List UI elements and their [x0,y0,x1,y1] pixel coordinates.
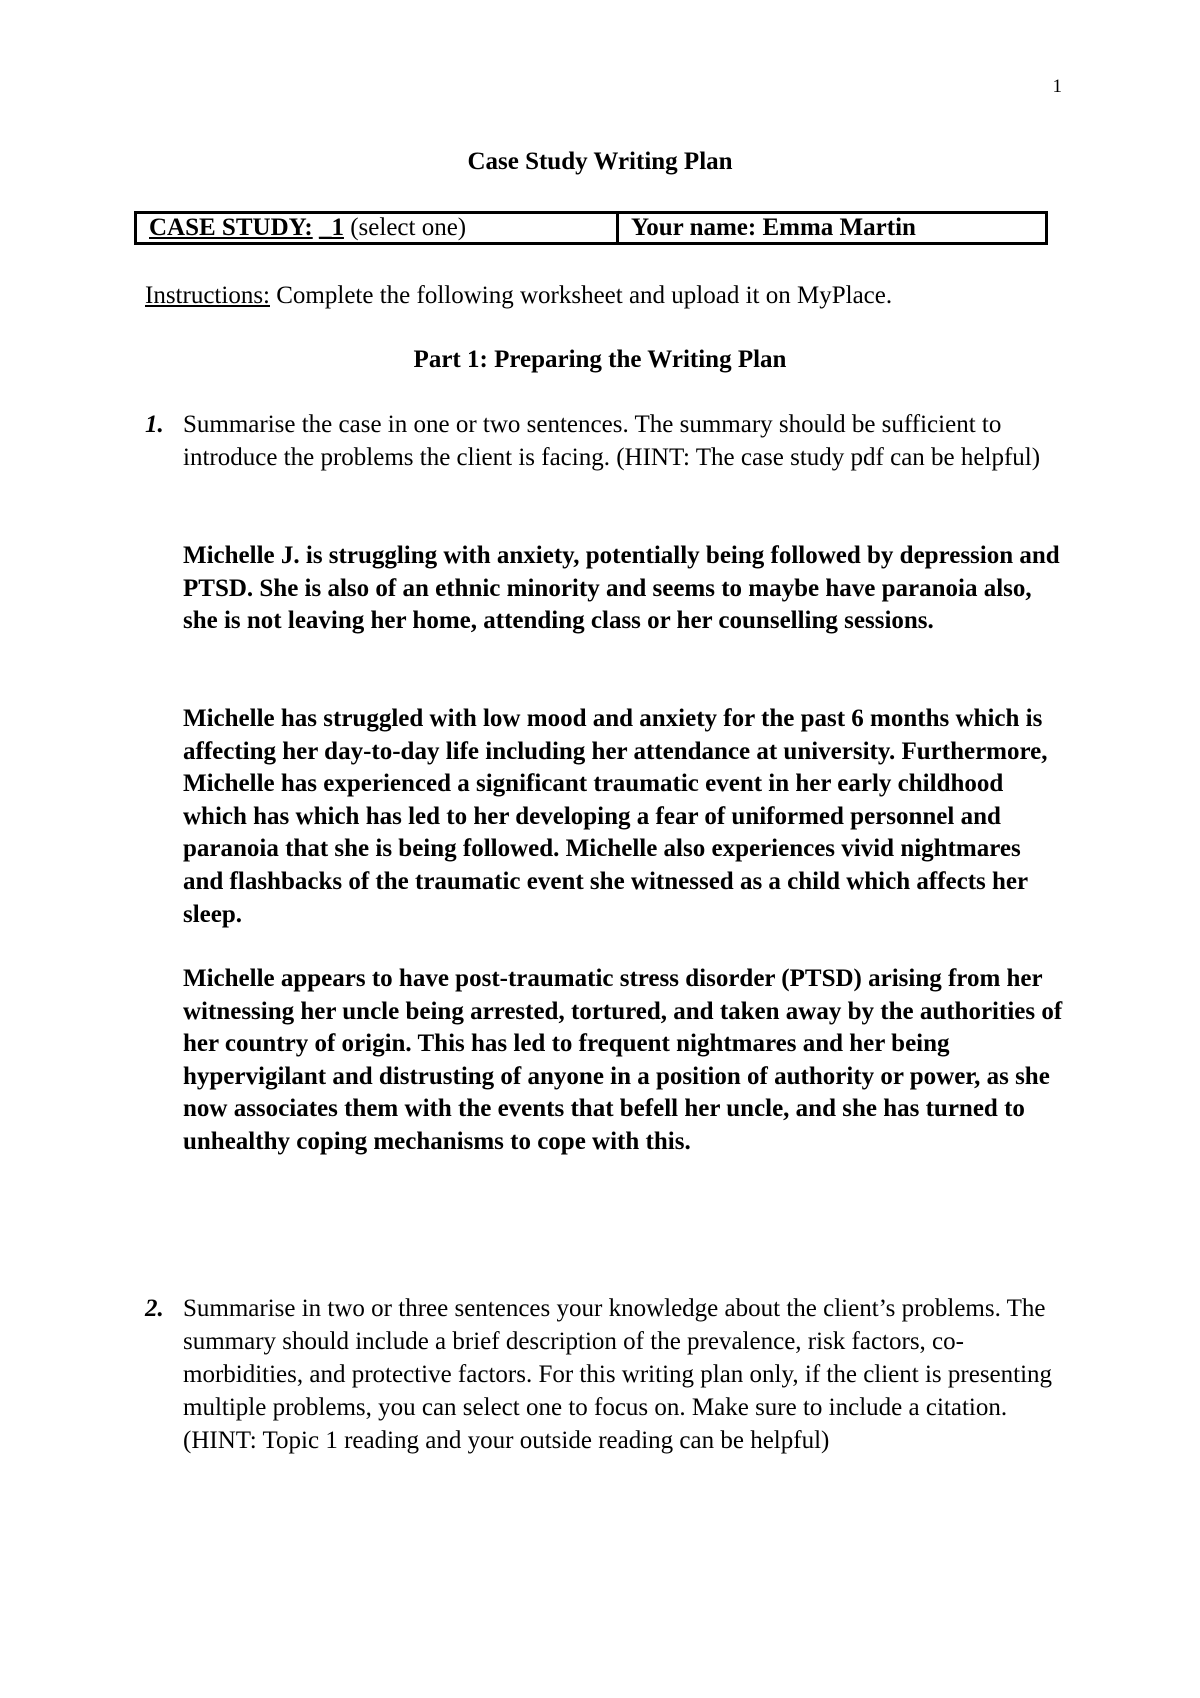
instructions-label: Instructions: [145,282,270,309]
instructions-text: Complete the following worksheet and upload it on MyPlace. [276,282,893,309]
document-title: Case Study Writing Plan [467,148,733,175]
case-study-hint: (select one) [350,214,467,241]
instructions [145,282,892,310]
name-value[interactable]: Emma Martin [762,214,916,241]
part-1-heading: Part 1: Preparing the Writing Plan [413,346,787,373]
answer-paragraph: Michelle has struggled with low mood and anxiety for the past 6 months which is affecting her day-to-day life including her attendance at university. Furthermore, Michelle has experienced a significant traumatic event in her early childhood which has which has led to her developing a fear of uniformed personnel and paranoia that she is being followed. Michelle also experiences vivid nightmares and flashbacks of the traumatic event she witnessed as a child which affects her sleep. [183,705,1048,928]
case-study-label: CASE STUDY: [149,214,313,241]
header-table [134,211,1048,245]
question-text: Summarise in two or three sentences your knowledge about the client’s problems. The summary should include a brief description of the prevalence, risk factors, co-morbidities, and protective factors. For this writing plan only, if the client is presenting multiple problems, you can select one to focus on. Make sure to include a citation. (HINT: Topic 1 reading and your outside reading can be helpful) [183,1295,1053,1454]
question-number: 2. [145,1295,164,1322]
answer-paragraph: Michelle appears to have post-traumatic stress disorder (PTSD) arising from her witnessing her uncle being arrested, tortured, and taken away by the authorities of her country of origin. This has led to frequent nightmares and her being hypervigilant and distrusting of anyone in a position of authority or power, as she now associates them with the events that befell her uncle, and she has turned to unhealthy coping mechanisms to cope with this. [183,965,1063,1155]
case-study-value[interactable]: _1 [318,214,344,241]
case-study-cell [137,214,619,242]
question-number: 1. [145,411,164,438]
question-1 [145,408,1065,474]
question-2 [145,1292,1065,1457]
question-text: Summarise the case in one or two sentences. The summary should be sufficient to introduce the problems the client is facing. (HINT: The case study pdf can be helpful) [183,411,1041,471]
answer-paragraph: Michelle J. is struggling with anxiety, potentially being followed by depression and PTSD. She is also of an ethnic minority and seems to maybe have paranoia also, she is not leaving her home, attending class or her counselling sessions. [183,542,1060,635]
name-cell [619,214,1045,242]
page-number: 1 [1052,76,1062,97]
name-label: Your name: [631,214,757,241]
